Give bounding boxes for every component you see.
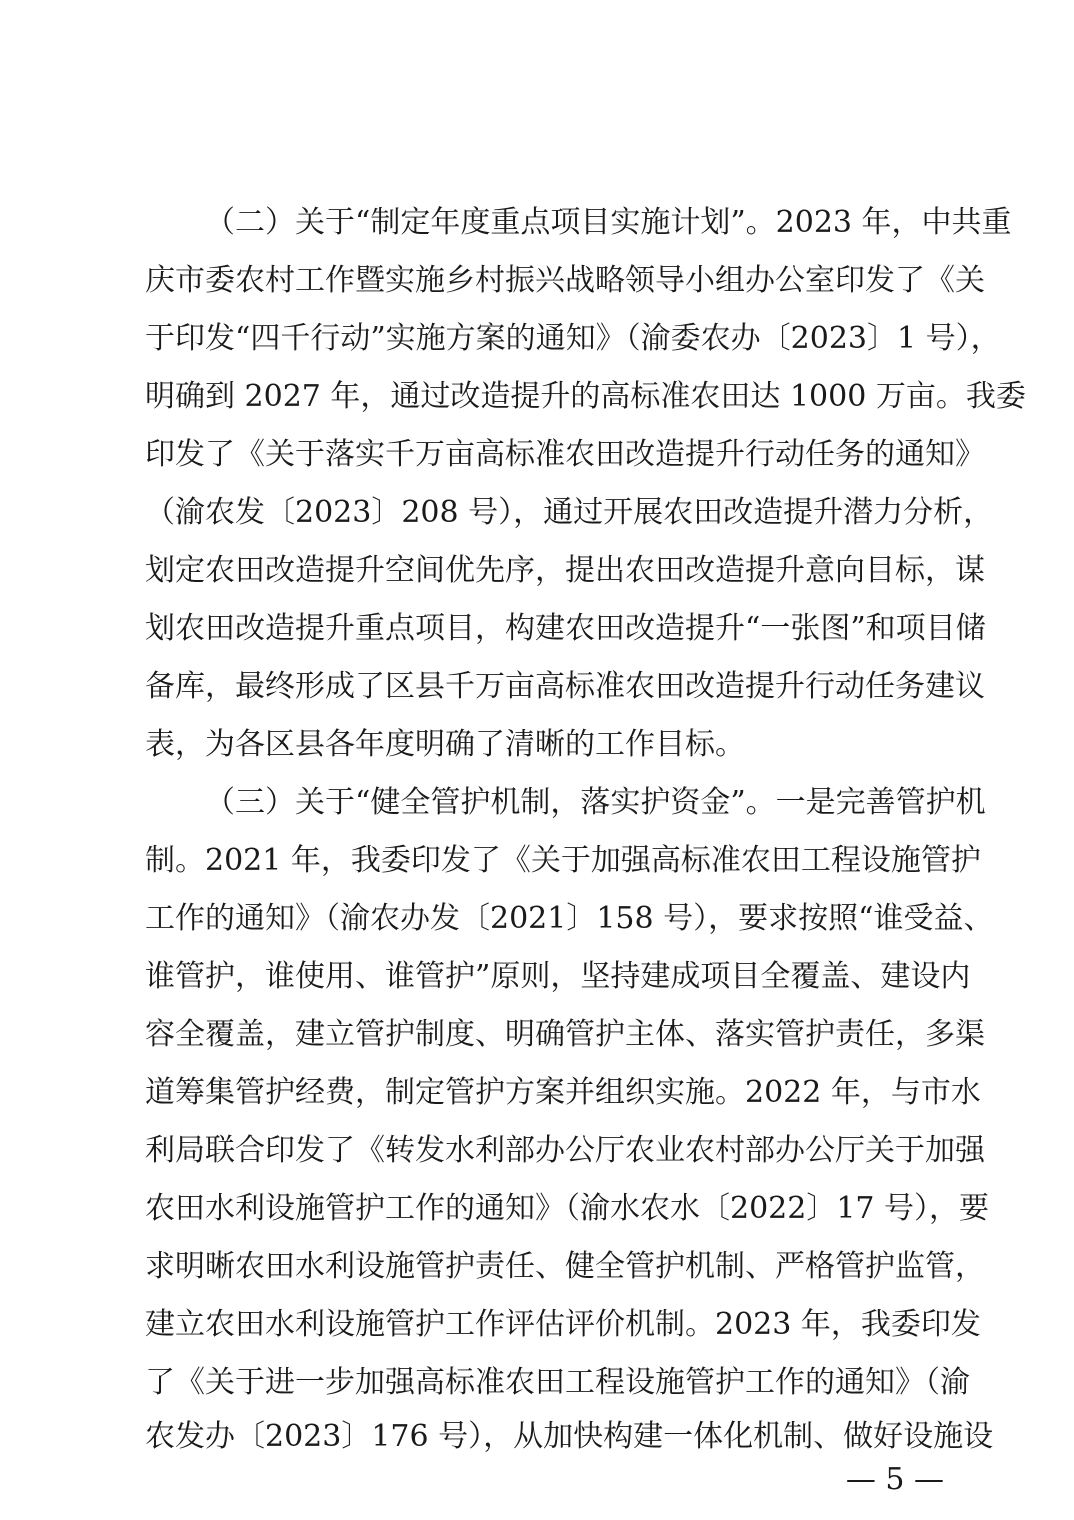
paragraph-line: 谁管护，谁使用、谁管护”原则，坚持建成项目全覆盖、建设内 [145,959,971,994]
paragraph-line: 了《关于进一步加强高标准农田工程设施管护工作的通知》（渝 [145,1365,970,1400]
paragraph-line: 明确到 2027 年，通过改造提升的高标准农田达 1000 万亩。我委 [145,379,1026,414]
paragraph-line: 于印发“四千行动”实施方案的通知》（渝委农办〔2023〕1 号）， [145,321,1001,356]
page-number: — 5 — [845,1462,944,1497]
paragraph-line: 建立农田水利设施管护工作评估评价机制。2023 年，我委印发 [145,1307,981,1342]
paragraph-line: 表，为各区县各年度明确了清晰的工作目标。 [145,727,745,762]
paragraph-line: 道筹集管护经费，制定管护方案并组织实施。2022 年，与市水 [145,1075,981,1110]
paragraph-line: 农发办〔2023〕176 号），从加快构建一体化机制、做好设施设 [145,1419,994,1454]
paragraph-line: 工作的通知》（渝农办发〔2021〕158 号），要求按照“谁受益、 [145,901,994,936]
paragraph-line: 庆市委农村工作暨实施乡村振兴战略领导小组办公室印发了《关 [145,263,985,298]
paragraph-line: 利局联合印发了《转发水利部办公厅农业农村部办公厅关于加强 [145,1133,985,1168]
paragraph-line: （二）关于“制定年度重点项目实施计划”。2023 年，中共重 [205,205,1012,240]
paragraph-line: 制。2021 年，我委印发了《关于加强高标准农田工程设施管护 [145,843,981,878]
paragraph-line: 备库，最终形成了区县千万亩高标准农田改造提升行动任务建议 [145,669,985,704]
paragraph-line: （三）关于“健全管护机制，落实护资金”。一是完善管护机 [205,785,986,820]
paragraph-line: （渝农发〔2023〕208 号），通过开展农田改造提升潜力分析， [145,495,994,530]
paragraph-line: 求明晰农田水利设施管护责任、健全管护机制、严格管护监管， [145,1249,985,1284]
paragraph-line: 划农田改造提升重点项目，构建农田改造提升“一张图”和项目储 [145,611,986,646]
paragraph-line: 容全覆盖，建立管护制度、明确管护主体、落实管护责任，多渠 [145,1017,985,1052]
paragraph-line: 农田水利设施管护工作的通知》（渝水农水〔2022〕17 号），要 [145,1191,990,1226]
paragraph-line: 划定农田改造提升空间优先序，提出农田改造提升意向目标，谋 [145,553,985,588]
paragraph-line: 印发了《关于落实千万亩高标准农田改造提升行动任务的通知》 [145,437,985,472]
